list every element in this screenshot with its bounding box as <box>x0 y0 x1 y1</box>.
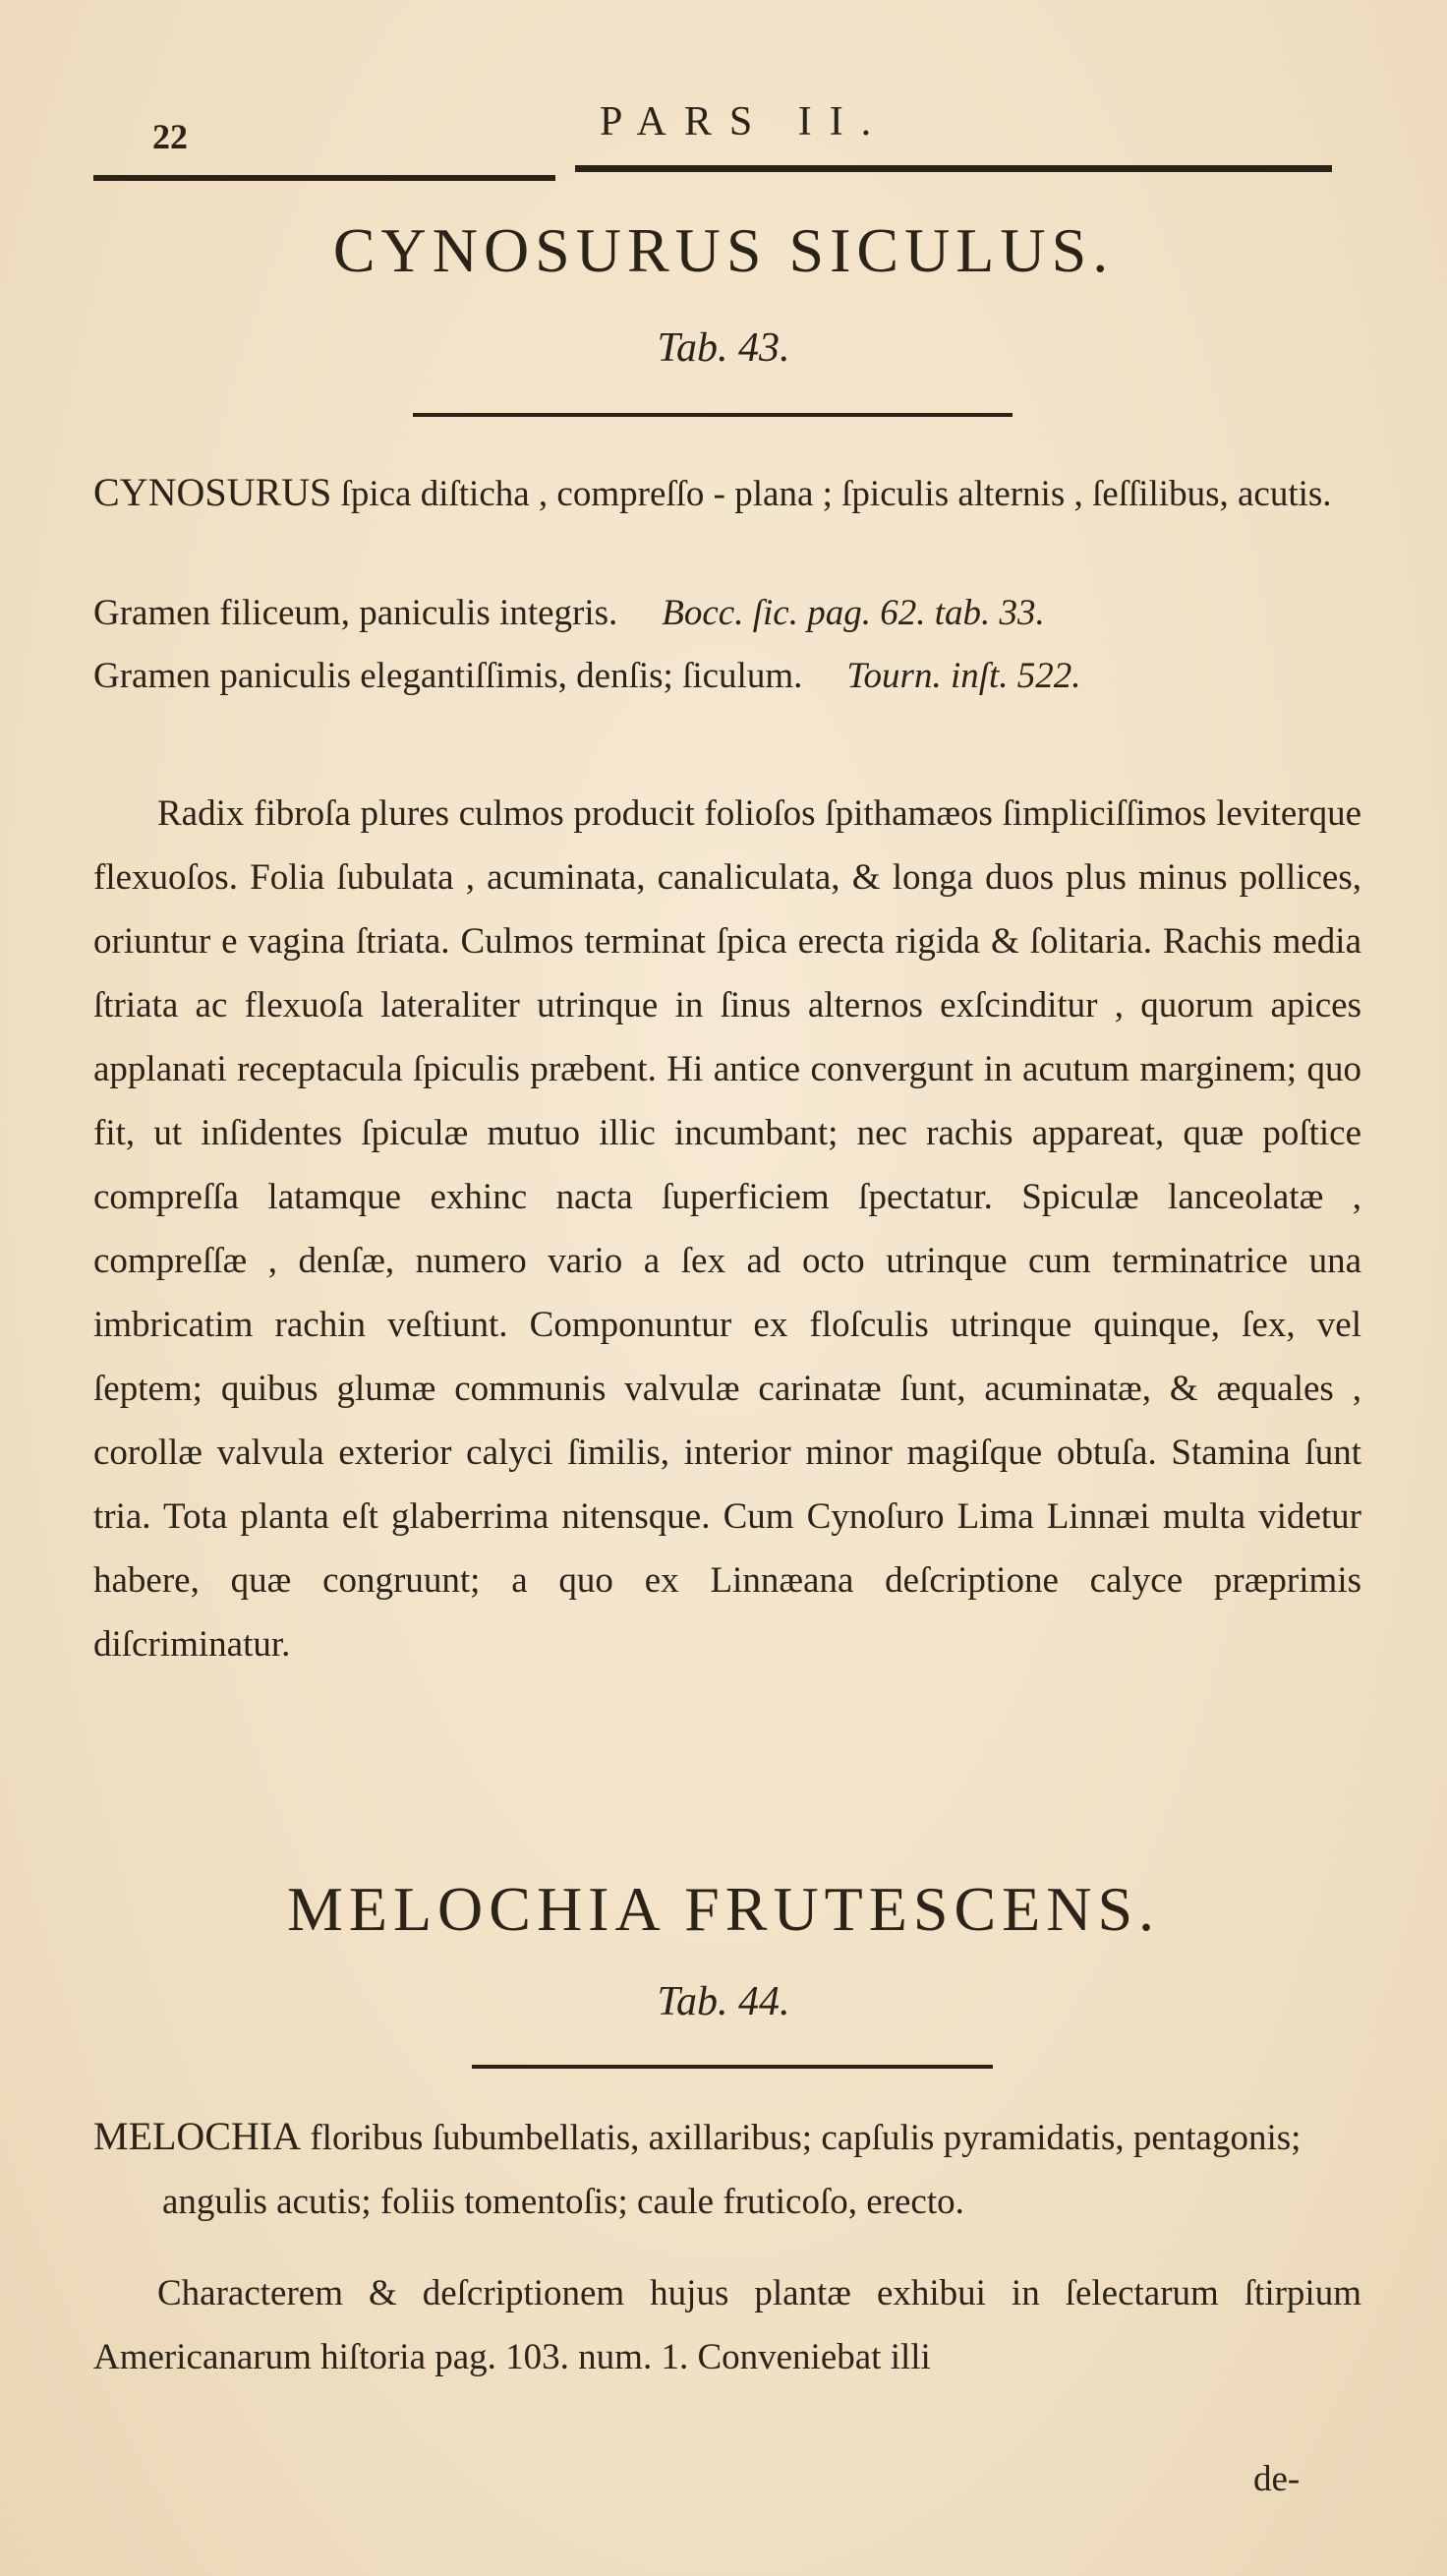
synonym-reference: Tourn. inſt. 522. <box>846 656 1081 696</box>
section1-tab-ref: Tab. 43. <box>657 325 790 371</box>
section2-rule <box>472 2065 993 2069</box>
page-number: 22 <box>152 117 188 156</box>
synonym-text: Gramen filiceum, paniculis integris. <box>93 593 618 633</box>
synonym-reference: Bocc. ſic. pag. 62. tab. 33. <box>662 593 1045 633</box>
running-head: PARS II. <box>600 99 890 145</box>
section2-description: Characterem & deſcriptionem hujus plantæ exhibui in ſelectarum ſtirpium Americanarum hiſtoria pag. 103. num. 1. Conveniebat illi <box>93 2273 1361 2377</box>
section1-diagnosis-text: ſpica diſticha , compreſſo - plana ; ſpiculis alternis , ſeſſilibus, acutis. <box>340 474 1332 514</box>
section1-diagnosis <box>93 460 1361 526</box>
section2-diagnosis-genus: MELOCHIA <box>93 2114 302 2158</box>
synonym-line <box>93 655 1081 697</box>
section2-diagnosis-text: floribus ſubumbellatis, axillaribus; capſulis pyramidatis, pentagonis; angulis acutis; foliis tomentoſis; caule fruticoſo, erecto. <box>162 2118 1302 2222</box>
synonym-text: Gramen paniculis elegantiſſimis, denſis; ſiculum. <box>93 656 803 696</box>
section1-title: CYNOSURUS SICULUS. <box>332 215 1115 285</box>
header-rule-right <box>575 165 1332 172</box>
catchword: de- <box>1253 2459 1301 2499</box>
section1-description: Radix fibroſa plures culmos producit folioſos ſpithamæos ſimpliciſſimos leviterque flexuoſos. Folia ſubulata , acuminata, canaliculata, & longa duos plus minus pollices, oriuntur e vagina ſtriata. Culmos terminat ſpica erecta rigida & ſolitaria. Rachis media ſtriata ac flexuoſa lateraliter utrinque in ſinus alternos exſcinditur , quorum apices applanati receptacula ſpiculis præbent. Hi antice convergunt in acutum marginem; quo fit, ut inſidentes ſpiculæ mutuo illic incumbant; nec rachis appareat, quæ poſtice compreſſa latamque exhinc nacta ſuperficiem ſpectatur. Spiculæ lanceolatæ , compreſſæ , denſæ, numero vario a ſex ad octo utrinque cum terminatrice una imbricatim rachin veſtiunt. Componuntur ex floſculis utrinque quinque, ſex, vel ſeptem; quibus glumæ communis valvulæ carinatæ ſunt, acuminatæ, & æquales , corollæ valvula exterior calyci ſimilis, interior minor magiſque obtuſa. Stamina ſunt tria. Tota planta eſt glaberrima nitensque. Cum Cynoſuro Lima Linnæi multa videtur habere, quæ congruunt; a quo ex Linnæana deſcriptione calyce præprimis diſcriminatur. <box>93 793 1361 1665</box>
section2-diagnosis <box>93 2104 1361 2234</box>
synonym-line <box>93 592 1045 634</box>
section1-rule <box>413 413 1013 417</box>
section2-title: MELOCHIA FRUTESCENS. <box>286 1874 1161 1944</box>
header-rule-left <box>93 175 555 181</box>
section1-diagnosis-genus: CYNOSURUS <box>93 470 332 514</box>
section2-tab-ref: Tab. 44. <box>657 1979 790 2024</box>
